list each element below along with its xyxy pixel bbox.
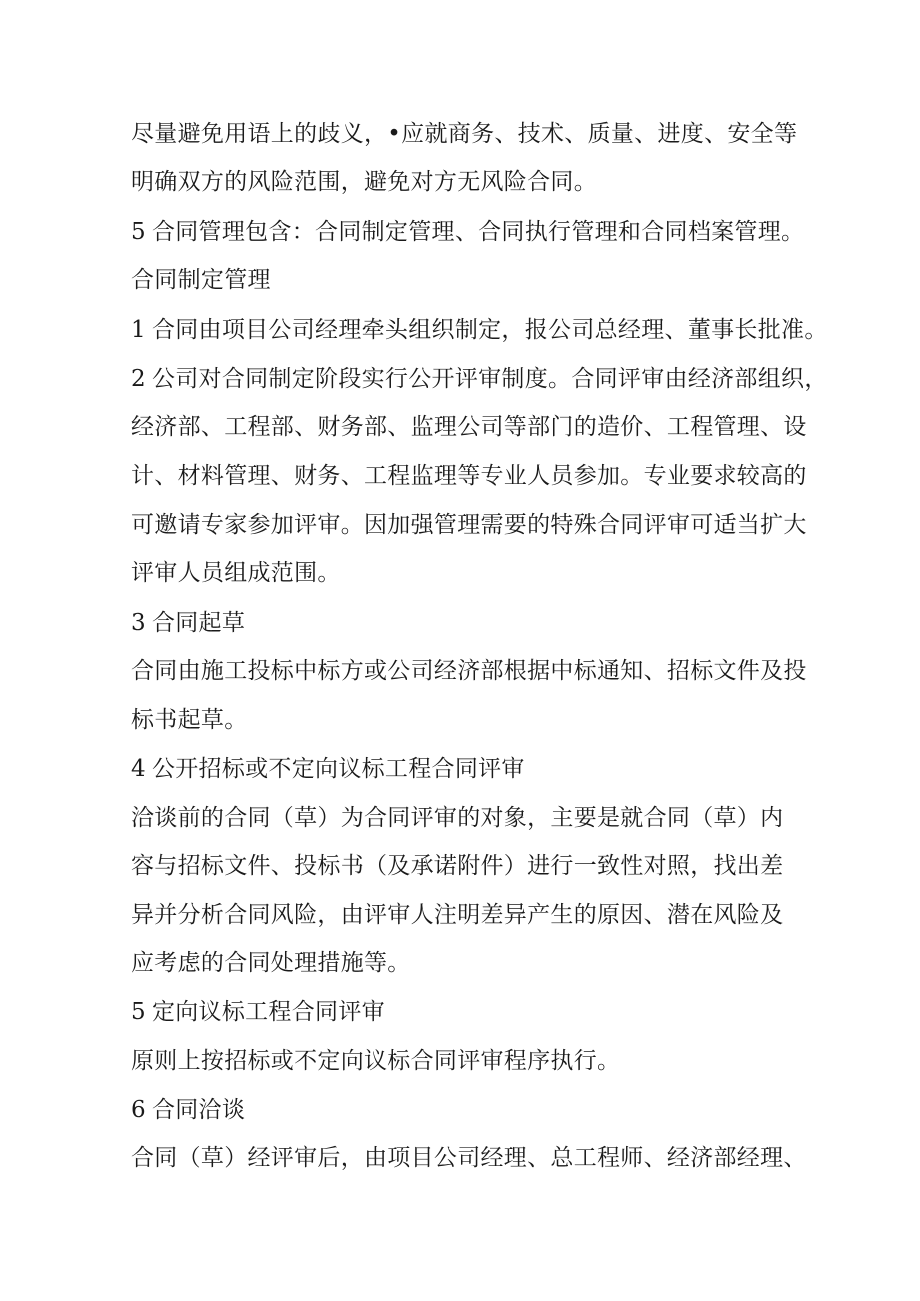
line-text: 公司对合同制定阶段实行公开评审制度。合同评审由经济部组织， <box>151 366 828 392</box>
line-text: 洽谈前的合同（草）为合同评审的对象，主要是就合同（草）内 <box>131 805 784 831</box>
line-text: 合同（草）经评审后，由项目公司经理、总工程师、经济部经理、 <box>131 1145 807 1171</box>
line-text: 合同管理包含：合同制定管理、合同执行管理和合同档案管理。 <box>151 219 805 245</box>
section-heading <box>131 754 525 784</box>
item-number: 5 <box>131 999 146 1025</box>
line-text: 异并分析合同风险，由评审人注明差异产生的原因、潜在风险及 <box>131 902 784 928</box>
text-line <box>131 217 804 247</box>
text-line <box>131 803 783 833</box>
text-line <box>131 1143 807 1173</box>
text-line <box>131 851 783 881</box>
section-heading <box>131 1095 245 1125</box>
line-text: 评审人员组成范围。 <box>131 560 341 586</box>
text-line <box>131 167 597 197</box>
item-number: 2 <box>131 366 146 392</box>
line-text: 合同洽谈 <box>151 1097 246 1123</box>
line-text: 计、材料管理、财务、工程监理等专业人员参加。专业要求较高的 <box>131 463 807 489</box>
item-number: 4 <box>131 756 146 782</box>
section-heading <box>131 997 385 1027</box>
line-text: 合同由项目公司经理牵头组织制定，报公司总经理、董事长批准。 <box>151 317 828 343</box>
item-number: 5 <box>131 219 146 245</box>
text-line <box>131 510 807 540</box>
line-text: 标书起草。 <box>131 707 248 733</box>
line-text: 合同起草 <box>151 610 246 636</box>
text-line <box>131 1046 620 1076</box>
line-text: 合同由施工投标中标方或公司经济部根据中标通知、招标文件及投 <box>131 658 807 684</box>
item-number: 6 <box>131 1097 146 1123</box>
line-text: 容与招标文件、投标书（及承诺附件）进行一致性对照，找出差 <box>131 853 784 879</box>
text-line <box>131 558 341 588</box>
line-text: 明确双方的风险范围，避免对方无风险合同。 <box>131 169 597 195</box>
line-text: 尽量避免用语上的歧义，•应就商务、技术、质量、进度、安全等 <box>131 121 798 147</box>
text-line <box>131 119 797 149</box>
text-line <box>131 948 411 978</box>
line-text: 合同制定管理 <box>131 267 271 293</box>
section-heading <box>131 265 271 295</box>
text-line <box>131 364 828 394</box>
text-line <box>131 656 807 686</box>
text-line <box>131 705 248 735</box>
line-text: 定向议标工程合同评审 <box>151 999 385 1025</box>
section-heading <box>131 608 245 638</box>
line-text: 可邀请专家参加评审。因加强管理需要的特殊合同评审可适当扩大 <box>131 512 807 538</box>
line-text: 公开招标或不定向议标工程合同评审 <box>151 756 525 782</box>
text-line <box>131 412 807 442</box>
item-number: 3 <box>131 610 146 636</box>
line-text: 经济部、工程部、财务部、监理公司等部门的造价、工程管理、设 <box>131 414 807 440</box>
text-line <box>131 461 807 491</box>
line-text: 应考虑的合同处理措施等。 <box>131 950 411 976</box>
text-line <box>131 900 783 930</box>
text-line <box>131 315 828 345</box>
item-number: 1 <box>131 317 146 343</box>
line-text: 原则上按招标或不定向议标合同评审程序执行。 <box>131 1048 621 1074</box>
